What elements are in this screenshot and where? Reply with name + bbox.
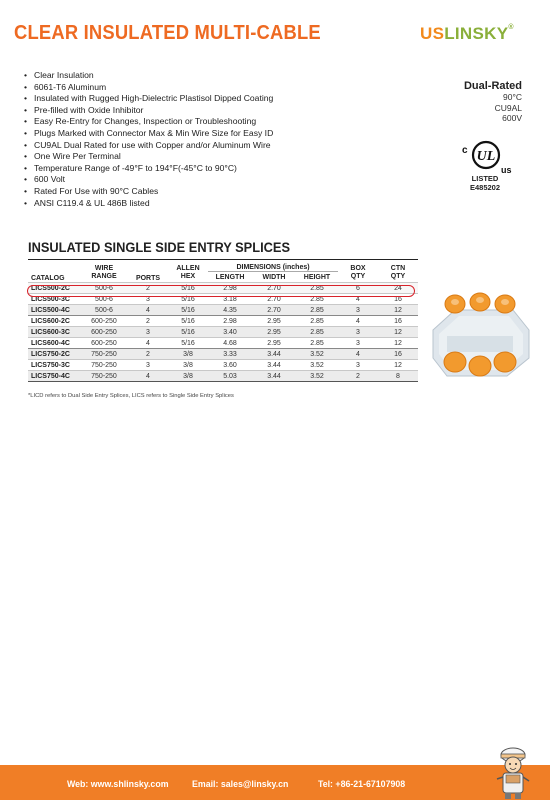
cell-catalog: LICS500-4C	[28, 305, 80, 316]
table-row	[28, 327, 418, 338]
feature-item: • CU9AL Dual Rated for use with Copper and/or Aluminum Wire	[24, 140, 273, 152]
cell-width: 2.70	[252, 294, 296, 305]
cell-allen-hex: 5/16	[168, 338, 208, 349]
cell-width: 2.95	[252, 338, 296, 349]
cell-allen-hex: 5/16	[168, 316, 208, 327]
cell-catalog: LICS600-2C	[28, 316, 80, 327]
ul-logo-text: UL	[476, 149, 496, 164]
cell-height: 2.85	[296, 283, 338, 294]
cell-box-qty: 3	[338, 327, 378, 338]
cell-ctn-qty: 12	[378, 327, 418, 338]
feature-item: • Rated For Use with 90°C Cables	[24, 186, 273, 198]
cell-wire-range: 750-250	[80, 371, 128, 382]
brand-logo	[420, 24, 514, 44]
logo-trademark: ®	[508, 24, 514, 31]
cell-height: 3.52	[296, 371, 338, 382]
section-title: INSULATED SINGLE SIDE ENTRY SPLICES	[28, 240, 291, 255]
feature-list	[24, 70, 273, 209]
cell-wire-range: 500-6	[80, 283, 128, 294]
cell-allen-hex: 3/8	[168, 371, 208, 382]
col-header-length: LENGTH	[208, 272, 252, 283]
cell-ports: 3	[128, 360, 168, 371]
cell-width: 3.44	[252, 360, 296, 371]
cell-catalog: LICS750-4C	[28, 371, 80, 382]
cell-height: 2.85	[296, 305, 338, 316]
rating-voltage: 600V	[502, 113, 522, 123]
cell-ctn-qty: 8	[378, 371, 418, 382]
cell-box-qty: 6	[338, 283, 378, 294]
cell-wire-range: 500-6	[80, 294, 128, 305]
cell-catalog: LICS600-4C	[28, 338, 80, 349]
cell-wire-range: 750-250	[80, 349, 128, 360]
table-row	[28, 316, 418, 327]
footer-bar	[0, 765, 550, 800]
cell-ports: 3	[128, 294, 168, 305]
cell-ports: 4	[128, 305, 168, 316]
cell-wire-range: 600-250	[80, 327, 128, 338]
cell-length: 3.60	[208, 360, 252, 371]
cell-width: 3.44	[252, 371, 296, 382]
cell-ctn-qty: 16	[378, 349, 418, 360]
table-row	[28, 371, 418, 382]
cell-length: 3.33	[208, 349, 252, 360]
cell-allen-hex: 5/16	[168, 294, 208, 305]
cell-ports: 2	[128, 316, 168, 327]
logo-us: US	[420, 24, 445, 43]
feature-item: • One Wire Per Terminal	[24, 151, 273, 163]
cell-wire-range: 600-250	[80, 316, 128, 327]
cell-ports: 4	[128, 338, 168, 349]
col-header-width: WIDTH	[252, 272, 296, 283]
col-header-wire-range-1: WIRE	[94, 264, 114, 272]
rating-block	[464, 80, 522, 124]
feature-item: • Plugs Marked with Connector Max & Min Wire Size for Easy ID	[24, 128, 273, 140]
cell-width: 3.44	[252, 349, 296, 360]
table-row	[28, 360, 418, 371]
cell-ctn-qty: 16	[378, 316, 418, 327]
col-header-allen-1: ALLEN	[176, 264, 200, 272]
table-row	[28, 283, 418, 294]
feature-item: • Pre-filled with Oxide Inhibitor	[24, 105, 273, 117]
cell-box-qty: 4	[338, 349, 378, 360]
cell-wire-range: 750-250	[80, 360, 128, 371]
ul-listed-label: LISTED	[471, 174, 499, 183]
cell-length: 3.18	[208, 294, 252, 305]
cell-height: 2.85	[296, 338, 338, 349]
cell-length: 5.03	[208, 371, 252, 382]
cell-length: 4.68	[208, 338, 252, 349]
col-header-ports: PORTS	[135, 275, 161, 282]
cell-height: 2.85	[296, 327, 338, 338]
table-row	[28, 349, 418, 360]
cell-box-qty: 4	[338, 294, 378, 305]
cell-length: 4.35	[208, 305, 252, 316]
cell-ctn-qty: 16	[378, 294, 418, 305]
cell-allen-hex: 5/16	[168, 327, 208, 338]
cell-allen-hex: 3/8	[168, 360, 208, 371]
cell-ctn-qty: 12	[378, 360, 418, 371]
feature-item: • Temperature Range of -49°F to 194°F(-45°C to 90°C)	[24, 163, 273, 175]
cell-height: 2.85	[296, 294, 338, 305]
cell-width: 2.95	[252, 316, 296, 327]
cell-ports: 3	[128, 327, 168, 338]
col-header-ctn-2: QTY	[390, 273, 406, 281]
col-header-wire-range-2: RANGE	[91, 273, 117, 281]
cell-ports: 2	[128, 283, 168, 294]
col-header-height: HEIGHT	[296, 272, 338, 283]
feature-item: • 600 Volt	[24, 174, 273, 186]
cell-ctn-qty: 12	[378, 338, 418, 349]
cell-allen-hex: 5/16	[168, 305, 208, 316]
rating-temperature: 90°C	[503, 92, 522, 102]
cell-allen-hex: 5/16	[168, 283, 208, 294]
cell-box-qty: 2	[338, 371, 378, 382]
table-row	[28, 294, 418, 305]
cell-wire-range: 500-6	[80, 305, 128, 316]
cell-ctn-qty: 24	[378, 283, 418, 294]
cell-catalog: LICS750-3C	[28, 360, 80, 371]
footnote: *LICD refers to Dual Side Entry Splices, LICS refers to Single Side Entry Splices	[28, 393, 234, 399]
cell-catalog: LICS600-3C	[28, 327, 80, 338]
col-header-catalog: CATALOG	[31, 275, 65, 282]
mascot-worker-icon	[491, 745, 535, 799]
feature-item: • ANSI C119.4 & UL 486B listed	[24, 198, 273, 210]
cell-height: 2.85	[296, 316, 338, 327]
cell-height: 3.52	[296, 349, 338, 360]
cell-length: 2.98	[208, 283, 252, 294]
page-title: CLEAR INSULATED MULTI-CABLE	[14, 22, 321, 44]
connector-product-image	[425, 288, 535, 380]
cell-wire-range: 600-250	[80, 338, 128, 349]
cell-box-qty: 3	[338, 338, 378, 349]
cell-ctn-qty: 12	[378, 305, 418, 316]
col-header-dimensions: DIMENSIONS (inches)	[236, 264, 310, 271]
feature-item: • Clear Insulation	[24, 70, 273, 82]
feature-item: • 6061-T6 Aluminum	[24, 82, 273, 94]
cell-height: 3.52	[296, 360, 338, 371]
footer-tel: Tel: +86-21-67107908	[318, 779, 406, 789]
col-header-box-1: BOX	[350, 264, 366, 272]
feature-item: • Insulated with Rugged High-Dielectric Plastisol Dipped Coating	[24, 93, 273, 105]
cell-length: 2.98	[208, 316, 252, 327]
cell-ports: 2	[128, 349, 168, 360]
col-header-ctn-1: CTN	[390, 264, 406, 272]
rating-code: CU9AL	[494, 102, 522, 113]
cell-width: 2.70	[252, 305, 296, 316]
feature-item: • Easy Re-Entry for Changes, Inspection or Troubleshooting	[24, 116, 273, 128]
footer-email: Email: sales@linsky.cn	[192, 779, 289, 789]
table-row	[28, 338, 418, 349]
cell-length: 3.40	[208, 327, 252, 338]
rating-title: Dual-Rated	[463, 80, 522, 92]
ul-us-label: us	[501, 165, 512, 175]
footer-web: Web: www.shlinsky.com	[67, 779, 169, 789]
ul-c-label: c	[462, 145, 468, 156]
cell-catalog: LICS500-3C	[28, 294, 80, 305]
cell-box-qty: 3	[338, 360, 378, 371]
table-row	[28, 305, 418, 316]
ul-listing	[470, 175, 500, 192]
col-header-box-2: QTY	[350, 273, 366, 281]
col-header-allen-2: HEX	[180, 273, 196, 281]
cell-box-qty: 3	[338, 305, 378, 316]
cell-catalog: LICS750-2C	[28, 349, 80, 360]
cell-catalog: LICS500-2C	[28, 283, 80, 294]
cell-allen-hex: 3/8	[168, 349, 208, 360]
cell-width: 2.95	[252, 327, 296, 338]
spec-table	[28, 259, 418, 382]
cell-width: 2.70	[252, 283, 296, 294]
ul-file-number: E485202	[470, 182, 501, 192]
cell-box-qty: 4	[338, 316, 378, 327]
logo-linsky: LINSKY	[444, 24, 509, 43]
cell-ports: 4	[128, 371, 168, 382]
